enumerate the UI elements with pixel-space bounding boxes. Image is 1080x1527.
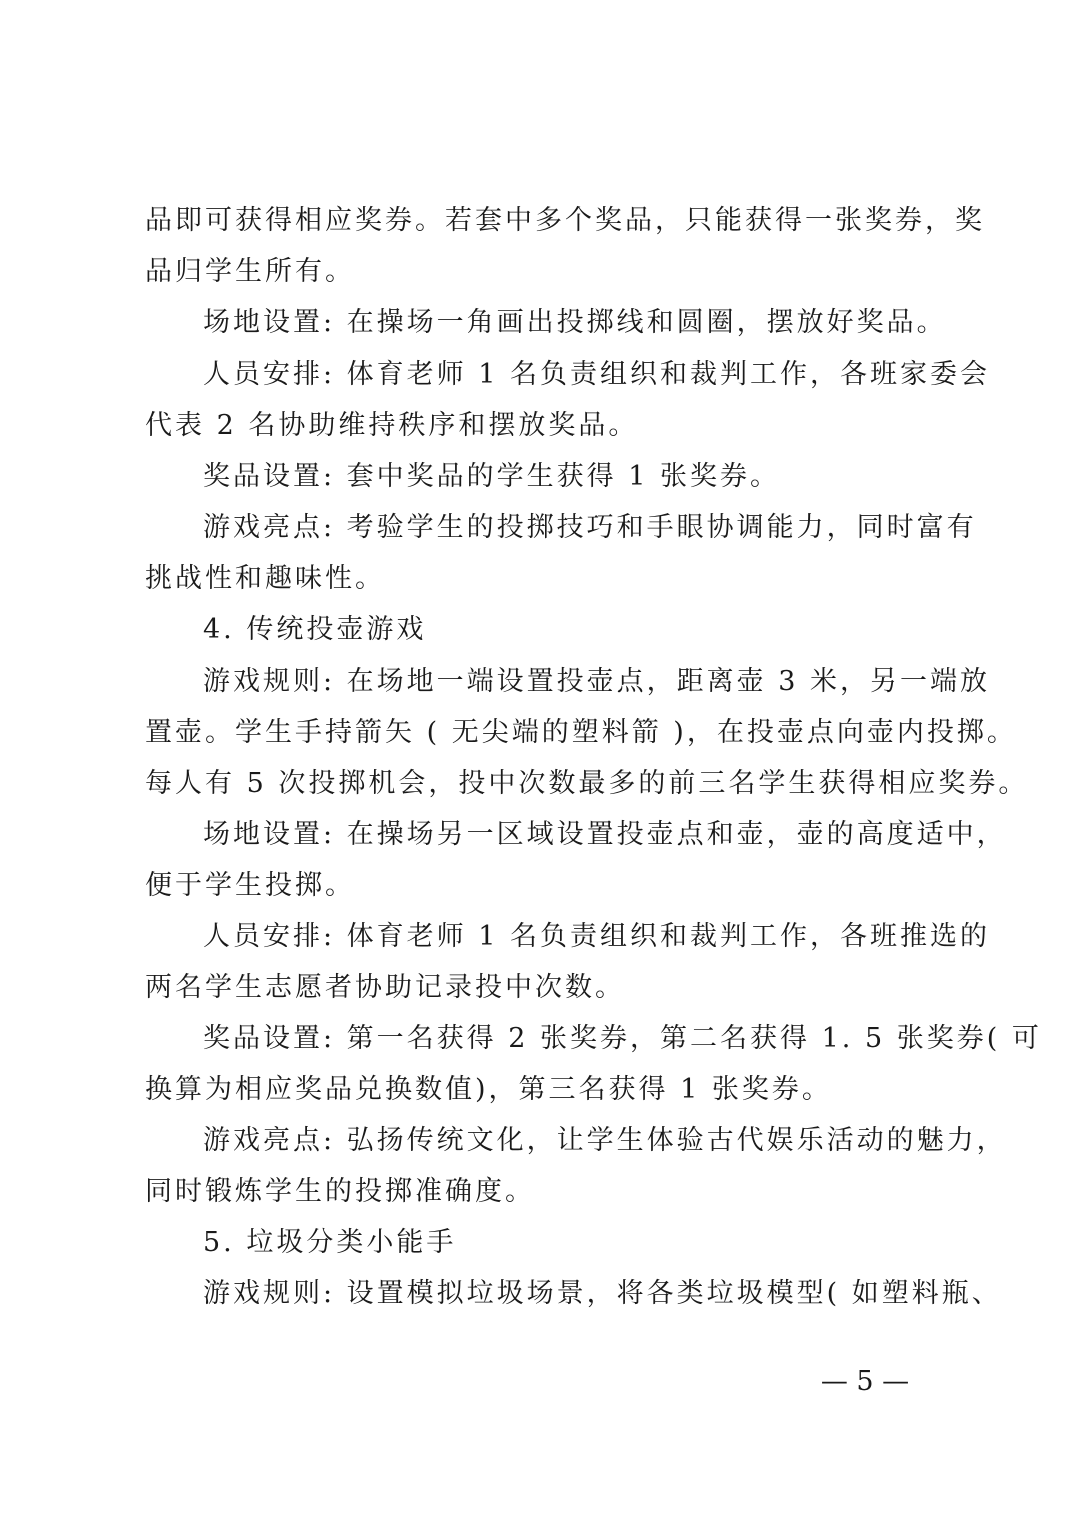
paragraph-line: 奖品设置: 套中奖品的学生获得 1 张奖券。 <box>203 461 781 492</box>
paragraph-line: 每人有 5 次投掷机会，投中次数最多的前三名学生获得相应奖券。 <box>145 768 1029 799</box>
paragraph-line: 场地设置: 在操场一角画出投掷线和圆圈，摆放好奖品。 <box>203 307 947 338</box>
paragraph-line: 游戏亮点: 弘扬传统文化，让学生体验古代娱乐活动的魅力， <box>203 1125 1007 1156</box>
section-heading: 4. 传统投壶游戏 <box>203 614 427 645</box>
paragraph-line: 人员安排: 体育老师 1 名负责组织和裁判工作，各班家委会 <box>203 359 991 390</box>
paragraph-line: 品即可获得相应奖券。若套中多个奖品，只能获得一张奖券，奖 <box>145 205 985 236</box>
paragraph-line: 换算为相应奖品兑换数值)，第三名获得 1 张奖券。 <box>145 1074 832 1105</box>
paragraph-line: 场地设置: 在操场另一区域设置投壶点和壶，壶的高度适中， <box>203 819 1007 850</box>
paragraph-line: 游戏亮点: 考验学生的投掷技巧和手眼协调能力，同时富有 <box>203 512 977 543</box>
paragraph-line: 同时锻炼学生的投掷准确度。 <box>145 1176 535 1207</box>
paragraph-line: 游戏规则: 在场地一端设置投壶点，距离壶 3 米，另一端放 <box>203 666 991 697</box>
paragraph-line: 品归学生所有。 <box>145 256 355 287</box>
paragraph-line: 挑战性和趣味性。 <box>145 563 385 594</box>
paragraph-line: 人员安排: 体育老师 1 名负责组织和裁判工作，各班推选的 <box>203 921 991 952</box>
paragraph-line: 游戏规则: 设置模拟垃圾场景，将各类垃圾模型( 如塑料瓶、 <box>203 1278 1002 1309</box>
paragraph-line: 奖品设置: 第一名获得 2 张奖券，第二名获得 1. 5 张奖券( 可 <box>203 1023 1042 1054</box>
paragraph-line: 两名学生志愿者协助记录投中次数。 <box>145 972 625 1003</box>
paragraph-line: 代表 2 名协助维持秩序和摆放奖品。 <box>145 410 639 441</box>
paragraph-line: 置壶。学生手持箭矢 ( 无尖端的塑料箭 )，在投壶点向壶内投掷。 <box>145 717 1017 748</box>
section-heading: 5. 垃圾分类小能手 <box>203 1227 457 1258</box>
paragraph-line: 便于学生投掷。 <box>145 870 355 901</box>
page-number: — 5 — <box>820 1366 910 1397</box>
